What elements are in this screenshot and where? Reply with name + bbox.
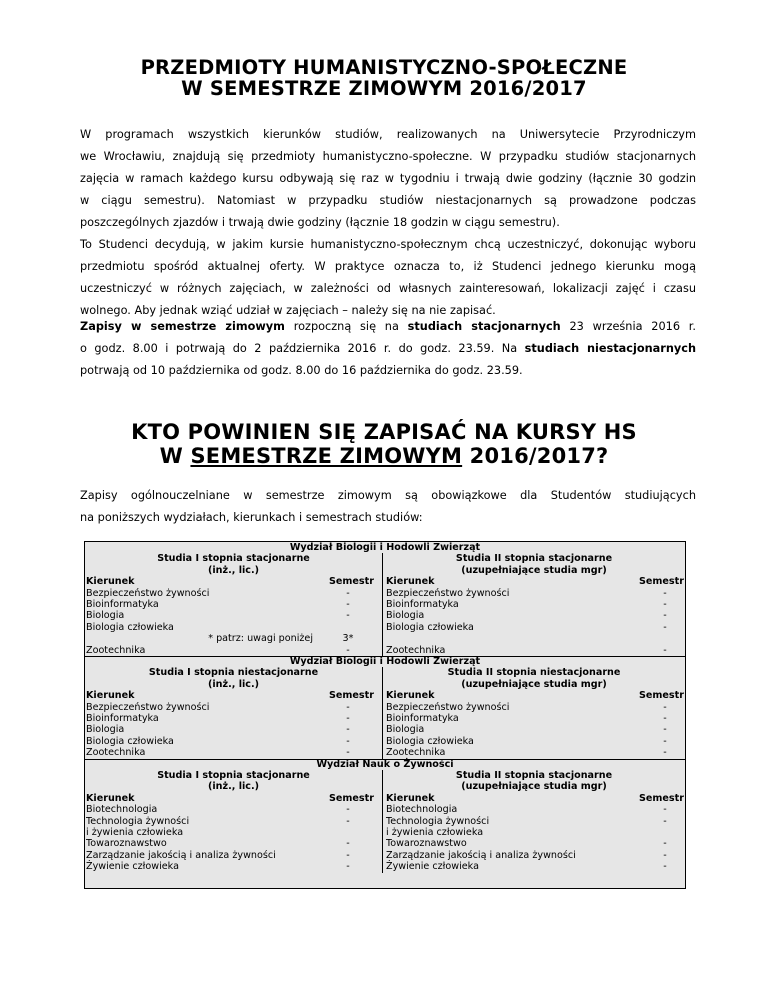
faculty-name: Wydział Biologii i Hodowli Zwierząt: [289, 542, 481, 553]
registration-text: 23 września 2016 r.: [560, 320, 696, 333]
course-name: Technologia żywności: [386, 815, 490, 827]
main-title-line-1: PRZEDMIOTY HUMANISTYCZNO-SPOŁECZNE: [140, 56, 628, 79]
table-row: [85, 588, 685, 599]
studies-left-title: Studia I stopnia niestacjonarne: [148, 667, 319, 679]
course-name: Bezpieczeństwo żywności: [386, 587, 510, 599]
course-name: Zootechnika: [86, 644, 146, 656]
course-semester: -: [663, 701, 667, 713]
section-title-underlined: SEMESTRZE ZIMOWYM: [190, 444, 463, 468]
table-row: [85, 690, 685, 701]
course-semester: -: [663, 838, 667, 850]
course-semester: -: [663, 735, 667, 747]
course-semester: -: [663, 747, 667, 759]
table-row: [85, 816, 685, 827]
course-name: Bezpieczeństwo żywności: [86, 701, 210, 713]
column-header-semestr: Semestr: [329, 576, 374, 588]
required-paragraph: [80, 485, 696, 529]
column-divider: [382, 667, 383, 758]
table-row: [85, 804, 685, 815]
studies-left-subtitle: (inż., lic.): [207, 564, 259, 576]
column-header-semestr: Semestr: [639, 792, 684, 804]
course-name: Bioinformatyka: [86, 599, 159, 610]
course-semester: -: [663, 713, 667, 724]
course-name: i żywienia człowieka: [386, 827, 484, 838]
table-row: [85, 861, 685, 872]
table-row: [85, 759, 685, 770]
table-row: [85, 576, 685, 587]
course-name: * patrz: uwagi poniżej: [208, 633, 313, 645]
course-semester: -: [346, 849, 350, 861]
table-row: [85, 667, 685, 678]
course-name: Bioinformatyka: [86, 713, 159, 724]
intro-line: wolnego. Aby jednak wziąć udział w zajęciach – należy się na nie zapisać.: [80, 304, 496, 317]
intro-line: zajęcia w ramach każdego kursu odbywają się raz w tygodniu i trwają dwie godziny (łącznie 30 godzin: [80, 172, 696, 185]
studies-left-title: Studia I stopnia stacjonarne: [157, 770, 310, 781]
course-name: Zootechnika: [386, 747, 446, 759]
course-name: Bezpieczeństwo żywności: [386, 701, 510, 713]
course-semester: -: [346, 747, 350, 759]
course-name: Zarządzanie jakością i analiza żywności: [386, 849, 576, 861]
course-semester: -: [346, 644, 350, 656]
studies-left-subtitle: (inż., lic.): [207, 678, 259, 690]
registration-bold: Zapisy w semestrze zimowym: [80, 320, 285, 333]
course-semester: -: [346, 587, 350, 599]
table-row: [85, 747, 685, 758]
section-title-pre: W: [159, 444, 191, 468]
studies-right-subtitle: (uzupełniające studia mgr): [461, 678, 607, 690]
table-row: [85, 622, 685, 633]
course-semester: -: [346, 815, 350, 827]
column-header-kierunek: Kierunek: [86, 690, 135, 702]
table-row: [85, 633, 685, 644]
column-header-kierunek: Kierunek: [86, 576, 135, 588]
table-row: [85, 656, 685, 667]
course-name: i żywienia człowieka: [86, 827, 184, 838]
intro-line: przedmiotu spośród aktualnej oferty. W praktyce oznacza to, iż Studenci jednego kierunku mogą: [80, 260, 696, 273]
column-header-kierunek: Kierunek: [386, 576, 435, 588]
intro-line: w ciągu semestru). Natomiast w przypadku studiów niestacjonarnych są prowadzone podczas: [80, 194, 696, 207]
course-name: Żywienie człowieka: [86, 861, 179, 873]
course-semester: -: [663, 815, 667, 827]
table-row: [85, 679, 685, 690]
section-title-line-2: [0, 444, 768, 468]
registration-paragraph: [80, 316, 696, 382]
course-name: Biologia człowieka: [86, 621, 174, 633]
faculty-name: Wydział Biologii i Hodowli Zwierząt: [289, 656, 481, 667]
course-semester: -: [346, 610, 350, 622]
course-name: Zarządzanie jakością i analiza żywności: [86, 849, 276, 861]
course-semester: -: [663, 621, 667, 633]
intro-paragraph-1: [80, 124, 696, 234]
course-name: Bezpieczeństwo żywności: [86, 587, 210, 599]
column-header-semestr: Semestr: [639, 576, 684, 588]
course-name: Towaroznawstwo: [86, 838, 167, 850]
section-title-post: 2016/2017?: [462, 444, 609, 468]
column-header-kierunek: Kierunek: [386, 792, 435, 804]
table-row: [85, 713, 685, 724]
course-name: Biologia: [86, 610, 125, 622]
course-name: Towaroznawstwo: [386, 838, 467, 850]
table-row: [85, 827, 685, 838]
table-row: [85, 724, 685, 735]
section-title-line-1: KTO POWINIEN SIĘ ZAPISAĆ NA KURSY HS: [131, 420, 637, 444]
course-semester: -: [346, 599, 350, 610]
course-name: Biotechnologia: [386, 804, 458, 816]
course-name: Żywienie człowieka: [386, 861, 479, 873]
studies-right-subtitle: (uzupełniające studia mgr): [461, 781, 607, 793]
registration-bold: studiach niestacjonarnych: [524, 342, 696, 355]
course-semester: -: [663, 610, 667, 622]
course-semester: -: [663, 861, 667, 873]
course-name: Biologia człowieka: [86, 735, 174, 747]
studies-right-subtitle: (uzupełniające studia mgr): [461, 564, 607, 576]
course-name: Bioinformatyka: [386, 713, 459, 724]
course-name: Biologia: [86, 724, 125, 736]
course-name: Bioinformatyka: [386, 599, 459, 610]
column-divider: [382, 553, 383, 656]
table-row: [85, 838, 685, 849]
course-semester: -: [663, 587, 667, 599]
course-semester: -: [346, 861, 350, 873]
course-semester: -: [346, 735, 350, 747]
column-header-kierunek: Kierunek: [386, 690, 435, 702]
course-semester: -: [663, 849, 667, 861]
column-header-semestr: Semestr: [639, 690, 684, 702]
course-name: Biologia człowieka: [386, 735, 474, 747]
table-row: [85, 610, 685, 621]
registration-text: o godz. 8.00 i potrwają do 2 października 2016 r. do godz. 23.59. Na: [80, 342, 525, 355]
table-row: [85, 793, 685, 804]
table-row: [85, 645, 685, 656]
registration-line-2: [80, 338, 696, 360]
column-header-semestr: Semestr: [329, 792, 374, 804]
course-name: Zootechnika: [86, 747, 146, 759]
studies-right-title: Studia II stopnia stacjonarne: [455, 770, 613, 781]
table-row: [85, 599, 685, 610]
course-name: Biologia: [386, 724, 425, 736]
table-row: [85, 770, 685, 781]
course-name: Biologia: [386, 610, 425, 622]
table-row: [85, 542, 685, 553]
course-semester: -: [346, 713, 350, 724]
course-name: Biologia człowieka: [386, 621, 474, 633]
course-semester: -: [346, 701, 350, 713]
table-row: [85, 702, 685, 713]
registration-line-1: [80, 316, 696, 338]
studies-left-title: Studia I stopnia stacjonarne: [157, 553, 310, 565]
studies-left-subtitle: (inż., lic.): [207, 781, 259, 793]
main-title-line-2: W SEMESTRZE ZIMOWYM 2016/2017: [181, 77, 587, 100]
course-semester: -: [663, 644, 667, 656]
course-semester: -: [346, 724, 350, 736]
registration-text: rozpoczną się na: [284, 320, 408, 333]
intro-line: we Wrocławiu, znajdują się przedmioty humanistyczno-społeczne. W przypadku studiów stacjonarnych: [80, 150, 696, 163]
course-name: Zootechnika: [386, 644, 446, 656]
required-line: Zapisy ogólnouczelniane w semestrze zimowym są obowiązkowe dla Studentów studiujących: [80, 489, 696, 502]
intro-line: To Studenci decydują, w jakim kursie humanistyczno-społecznym chcą uczestniczyć, dokonując wyboru: [80, 238, 696, 251]
intro-line: uczestniczyć w różnych zajęciach, w zależności od własnych zainteresowań, lokalizacji zajęć i czasu: [80, 282, 696, 295]
table-row: [85, 565, 685, 576]
faculty-table: [84, 541, 686, 889]
required-line: na poniższych wydziałach, kierunkach i semestrach studiów:: [80, 511, 423, 524]
course-name: Biotechnologia: [86, 804, 158, 816]
course-semester: -: [346, 804, 350, 816]
course-semester: -: [663, 804, 667, 816]
studies-right-title: Studia II stopnia niestacjonarne: [447, 667, 621, 679]
course-name: Technologia żywności: [86, 815, 190, 827]
column-header-semestr: Semestr: [329, 690, 374, 702]
course-semester: -: [663, 599, 667, 610]
intro-line: W programach wszystkich kierunków studiów, realizowanych na Uniwersytecie Przyrodniczym: [80, 128, 696, 141]
table-row: [85, 850, 685, 861]
intro-paragraph-2: [80, 234, 696, 322]
table-row: [85, 553, 685, 564]
column-divider: [382, 770, 383, 873]
intro-line: poszczególnych zjazdów i trwają dwie godziny (łącznie 18 godzin w ciągu semestru).: [80, 216, 560, 229]
course-semester: -: [663, 724, 667, 736]
registration-bold: studiach stacjonarnych: [407, 320, 561, 333]
registration-line-3: potrwają od 10 października od godz. 8.00 do 16 października do godz. 23.59.: [80, 364, 523, 377]
faculty-name: Wydział Nauk o Żywności: [316, 758, 454, 770]
table-row: [85, 736, 685, 747]
course-semester: 3*: [342, 633, 354, 645]
studies-right-title: Studia II stopnia stacjonarne: [455, 553, 613, 565]
course-semester: -: [346, 838, 350, 850]
table-row: [85, 781, 685, 792]
column-header-kierunek: Kierunek: [86, 792, 135, 804]
